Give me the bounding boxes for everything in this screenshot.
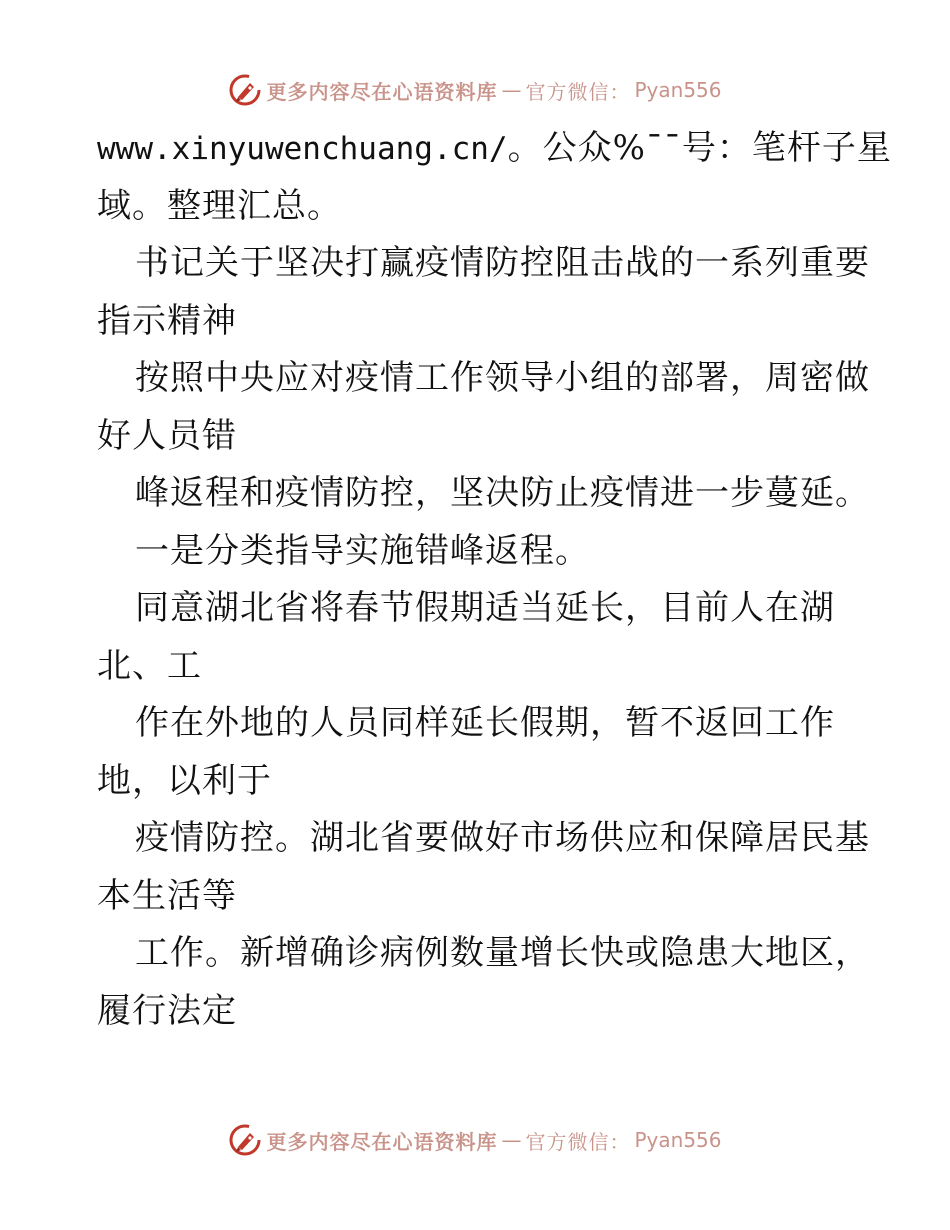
url-line [97, 120, 892, 178]
body-line: 好人员错 [97, 415, 237, 456]
header-wechat-label: 官方微信： [525, 79, 631, 104]
body-line: 一是分类指导实施错峰返程。 [135, 530, 590, 571]
pen-nib-logo-icon [228, 73, 262, 107]
body-line: 本生活等 [97, 875, 237, 916]
footer-separator: — [501, 1128, 522, 1152]
website-url: www.xinyuwenchuang.cn/ [97, 131, 508, 167]
header-wechat-id: Pyan556 [634, 78, 722, 102]
body-line: 地，以利于 [97, 760, 272, 801]
header-separator: — [501, 78, 522, 102]
body-line: 同意湖北省将春节假期适当延长，目前人在湖 [135, 588, 835, 628]
footer-brand-text: 更多内容尽在心语资料库 [266, 1129, 498, 1154]
body-line: 书记关于坚决打赢疫情防控阻击战的一系列重要 [135, 243, 870, 283]
body-line: 北、工 [97, 645, 202, 686]
body-line: 按照中央应对疫情工作领导小组的部署，周密做 [135, 358, 870, 398]
footer-wechat-id: Pyan556 [634, 1128, 722, 1152]
url-line-tail: 。公众%¯¯号：笔杆子星 [507, 128, 892, 168]
document-body [97, 120, 892, 1040]
header-banner [0, 70, 950, 110]
body-line: 作在外地的人员同样延长假期，暂不返回工作 [135, 703, 835, 743]
body-line: 疫情防控。湖北省要做好市场供应和保障居民基 [135, 818, 870, 858]
pen-nib-logo-icon [228, 1123, 262, 1157]
body-line: 峰返程和疫情防控，坚决防止疫情进一步蔓延。 [135, 473, 870, 513]
footer-banner [0, 1120, 950, 1160]
body-line: 域。整理汇总。 [97, 185, 342, 226]
body-line: 履行法定 [97, 990, 237, 1031]
body-line: 指示精神 [97, 300, 237, 341]
footer-wechat-label: 官方微信： [525, 1129, 631, 1154]
header-brand-text: 更多内容尽在心语资料库 [266, 79, 498, 104]
body-line: 工作。新增确诊病例数量增长快或隐患大地区， [135, 933, 870, 973]
